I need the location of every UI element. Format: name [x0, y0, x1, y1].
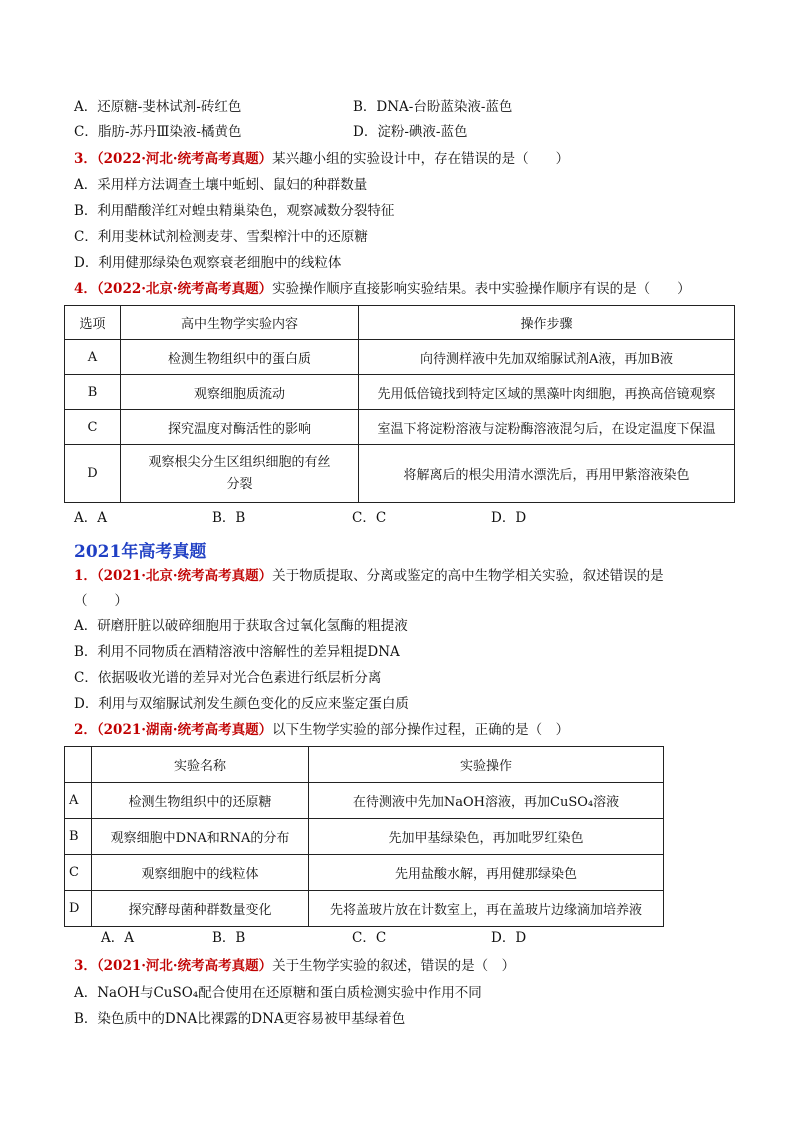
question-3-2021 [74, 956, 515, 976]
question-source: （2022·北京·统考高考真题） [96, 281, 273, 297]
question-4-2022 [74, 279, 691, 299]
table-cell: 将解离后的根尖用清水漂洗后，再用甲紫溶液染色 [359, 445, 735, 503]
table-row [65, 375, 735, 410]
option-c: C．脂肪-苏丹Ⅲ染液-橘黄色 [74, 124, 242, 140]
option-b: B．DNA-台盼蓝染液-蓝色 [353, 99, 513, 115]
option-d: D．淀粉-碘液-蓝色 [353, 124, 468, 140]
answer-c: C．C [352, 510, 387, 526]
question-number: 3． [74, 151, 97, 167]
option-line: A．研磨肝脏以破碎细胞用于获取含过氧化氢酶的粗提液 [74, 618, 408, 634]
table-cell: 观察根尖分生区组织细胞的有丝分裂 [121, 445, 359, 503]
question-source: （2022·河北·统考高考真题） [96, 151, 273, 167]
option-line: B．利用不同物质在酒精溶液中溶解性的差异粗提DNA [74, 644, 400, 660]
question-stem: 实验操作顺序直接影响实验结果。表中实验操作顺序有误的是（ ） [272, 281, 691, 297]
table-cell: 观察细胞中的线粒体 [92, 855, 309, 891]
question-source: （2021·湖南·统考高考真题） [96, 722, 273, 738]
experiment-table-2021 [64, 746, 664, 927]
question-source: （2021·河北·统考高考真题） [96, 958, 273, 974]
table-header [65, 747, 92, 783]
table-cell: 先将盖玻片放在计数室上，再在盖玻片边缘滴加培养液 [309, 891, 664, 927]
answer-a: A．A [74, 510, 107, 526]
answer-a: A．A [101, 930, 134, 946]
table-header: 选项 [65, 306, 121, 340]
option-line: D．利用与双缩脲试剂发生颜色变化的反应来鉴定蛋白质 [74, 696, 409, 712]
option-line: B．利用醋酸洋红对蝗虫精巢染色，观察减数分裂特征 [74, 203, 395, 219]
table-row [65, 445, 735, 503]
question-number: 3． [74, 958, 97, 974]
table-cell: 检测生物组织中的蛋白质 [121, 340, 359, 375]
option-line: D．利用健那绿染色观察衰老细胞中的线粒体 [74, 255, 342, 271]
table-cell: 向待测样液中先加双缩脲试剂A液，再加B液 [359, 340, 735, 375]
option-line: C．依据吸收光谱的差异对光合色素进行纸层析分离 [74, 670, 382, 686]
table-row [65, 410, 735, 445]
table-cell: C [65, 855, 92, 891]
option-line: A．采用样方法调查土壤中蚯蚓、鼠妇的种群数量 [74, 177, 368, 193]
question-number: 1． [74, 568, 97, 584]
question-2-2021 [74, 720, 569, 740]
question-stem: 关于物质提取、分离或鉴定的高中生物学相关实验，叙述错误的是 [272, 568, 664, 584]
table-row [65, 783, 664, 819]
table-cell: 先加甲基绿染色，再加吡罗红染色 [309, 819, 664, 855]
table-cell: 观察细胞质流动 [121, 375, 359, 410]
table-cell: 先用低倍镜找到特定区域的黑藻叶肉细胞，再换高倍镜观察 [359, 375, 735, 410]
option-line: B．染色质中的DNA比裸露的DNA更容易被甲基绿着色 [74, 1011, 406, 1027]
table-cell: 观察细胞中DNA和RNA的分布 [92, 819, 309, 855]
table-row [65, 340, 735, 375]
table-cell: D [65, 445, 121, 503]
question-paren: （ ） [74, 593, 128, 609]
question-stem: 某兴趣小组的实验设计中，存在错误的是（ ） [272, 151, 570, 167]
table-header: 实验名称 [92, 747, 309, 783]
table-row [65, 891, 664, 927]
answer-d: D．D [491, 930, 527, 946]
question-source: （2021·北京·统考高考真题） [96, 568, 273, 584]
question-number: 4． [74, 281, 97, 297]
question-stem: 关于生物学实验的叙述，错误的是（ ） [272, 958, 516, 974]
table-cell: 探究温度对酶活性的影响 [121, 410, 359, 445]
question-3-2022 [74, 149, 569, 169]
answer-c: C．C [352, 930, 387, 946]
table-cell: D [65, 891, 92, 927]
answer-d: D．D [491, 510, 527, 526]
question-1-2021 [74, 566, 664, 586]
table-cell: 室温下将淀粉溶液与淀粉酶溶液混匀后，在设定温度下保温 [359, 410, 735, 445]
table-header: 高中生物学实验内容 [121, 306, 359, 340]
table-cell: B [65, 819, 92, 855]
table-cell: C [65, 410, 121, 445]
question-number: 2． [74, 722, 97, 738]
table-cell: 探究酵母菌种群数量变化 [92, 891, 309, 927]
table-header: 实验操作 [309, 747, 664, 783]
option-line: A．NaOH与CuSO₄配合使用在还原糖和蛋白质检测实验中作用不同 [74, 985, 482, 1001]
table-cell: 先用盐酸水解，再用健那绿染色 [309, 855, 664, 891]
table-row [65, 819, 664, 855]
table-cell: B [65, 375, 121, 410]
question-stem: 以下生物学实验的部分操作过程，正确的是（ ） [272, 722, 570, 738]
table-row [65, 855, 664, 891]
table-cell: 检测生物组织中的还原糖 [92, 783, 309, 819]
table-cell: A [65, 783, 92, 819]
answer-b: B．B [212, 510, 246, 526]
section-heading: 2021年高考真题 [74, 542, 207, 562]
table-header: 操作步骤 [359, 306, 735, 340]
answer-b: B．B [212, 930, 246, 946]
experiment-table-2022 [64, 305, 735, 503]
option-line: C．利用斐林试剂检测麦芽、雪梨榨汁中的还原糖 [74, 229, 368, 245]
option-a: A．还原糖-斐林试剂-砖红色 [74, 99, 242, 115]
table-cell: A [65, 340, 121, 375]
table-cell: 在待测液中先加NaOH溶液，再加CuSO₄溶液 [309, 783, 664, 819]
